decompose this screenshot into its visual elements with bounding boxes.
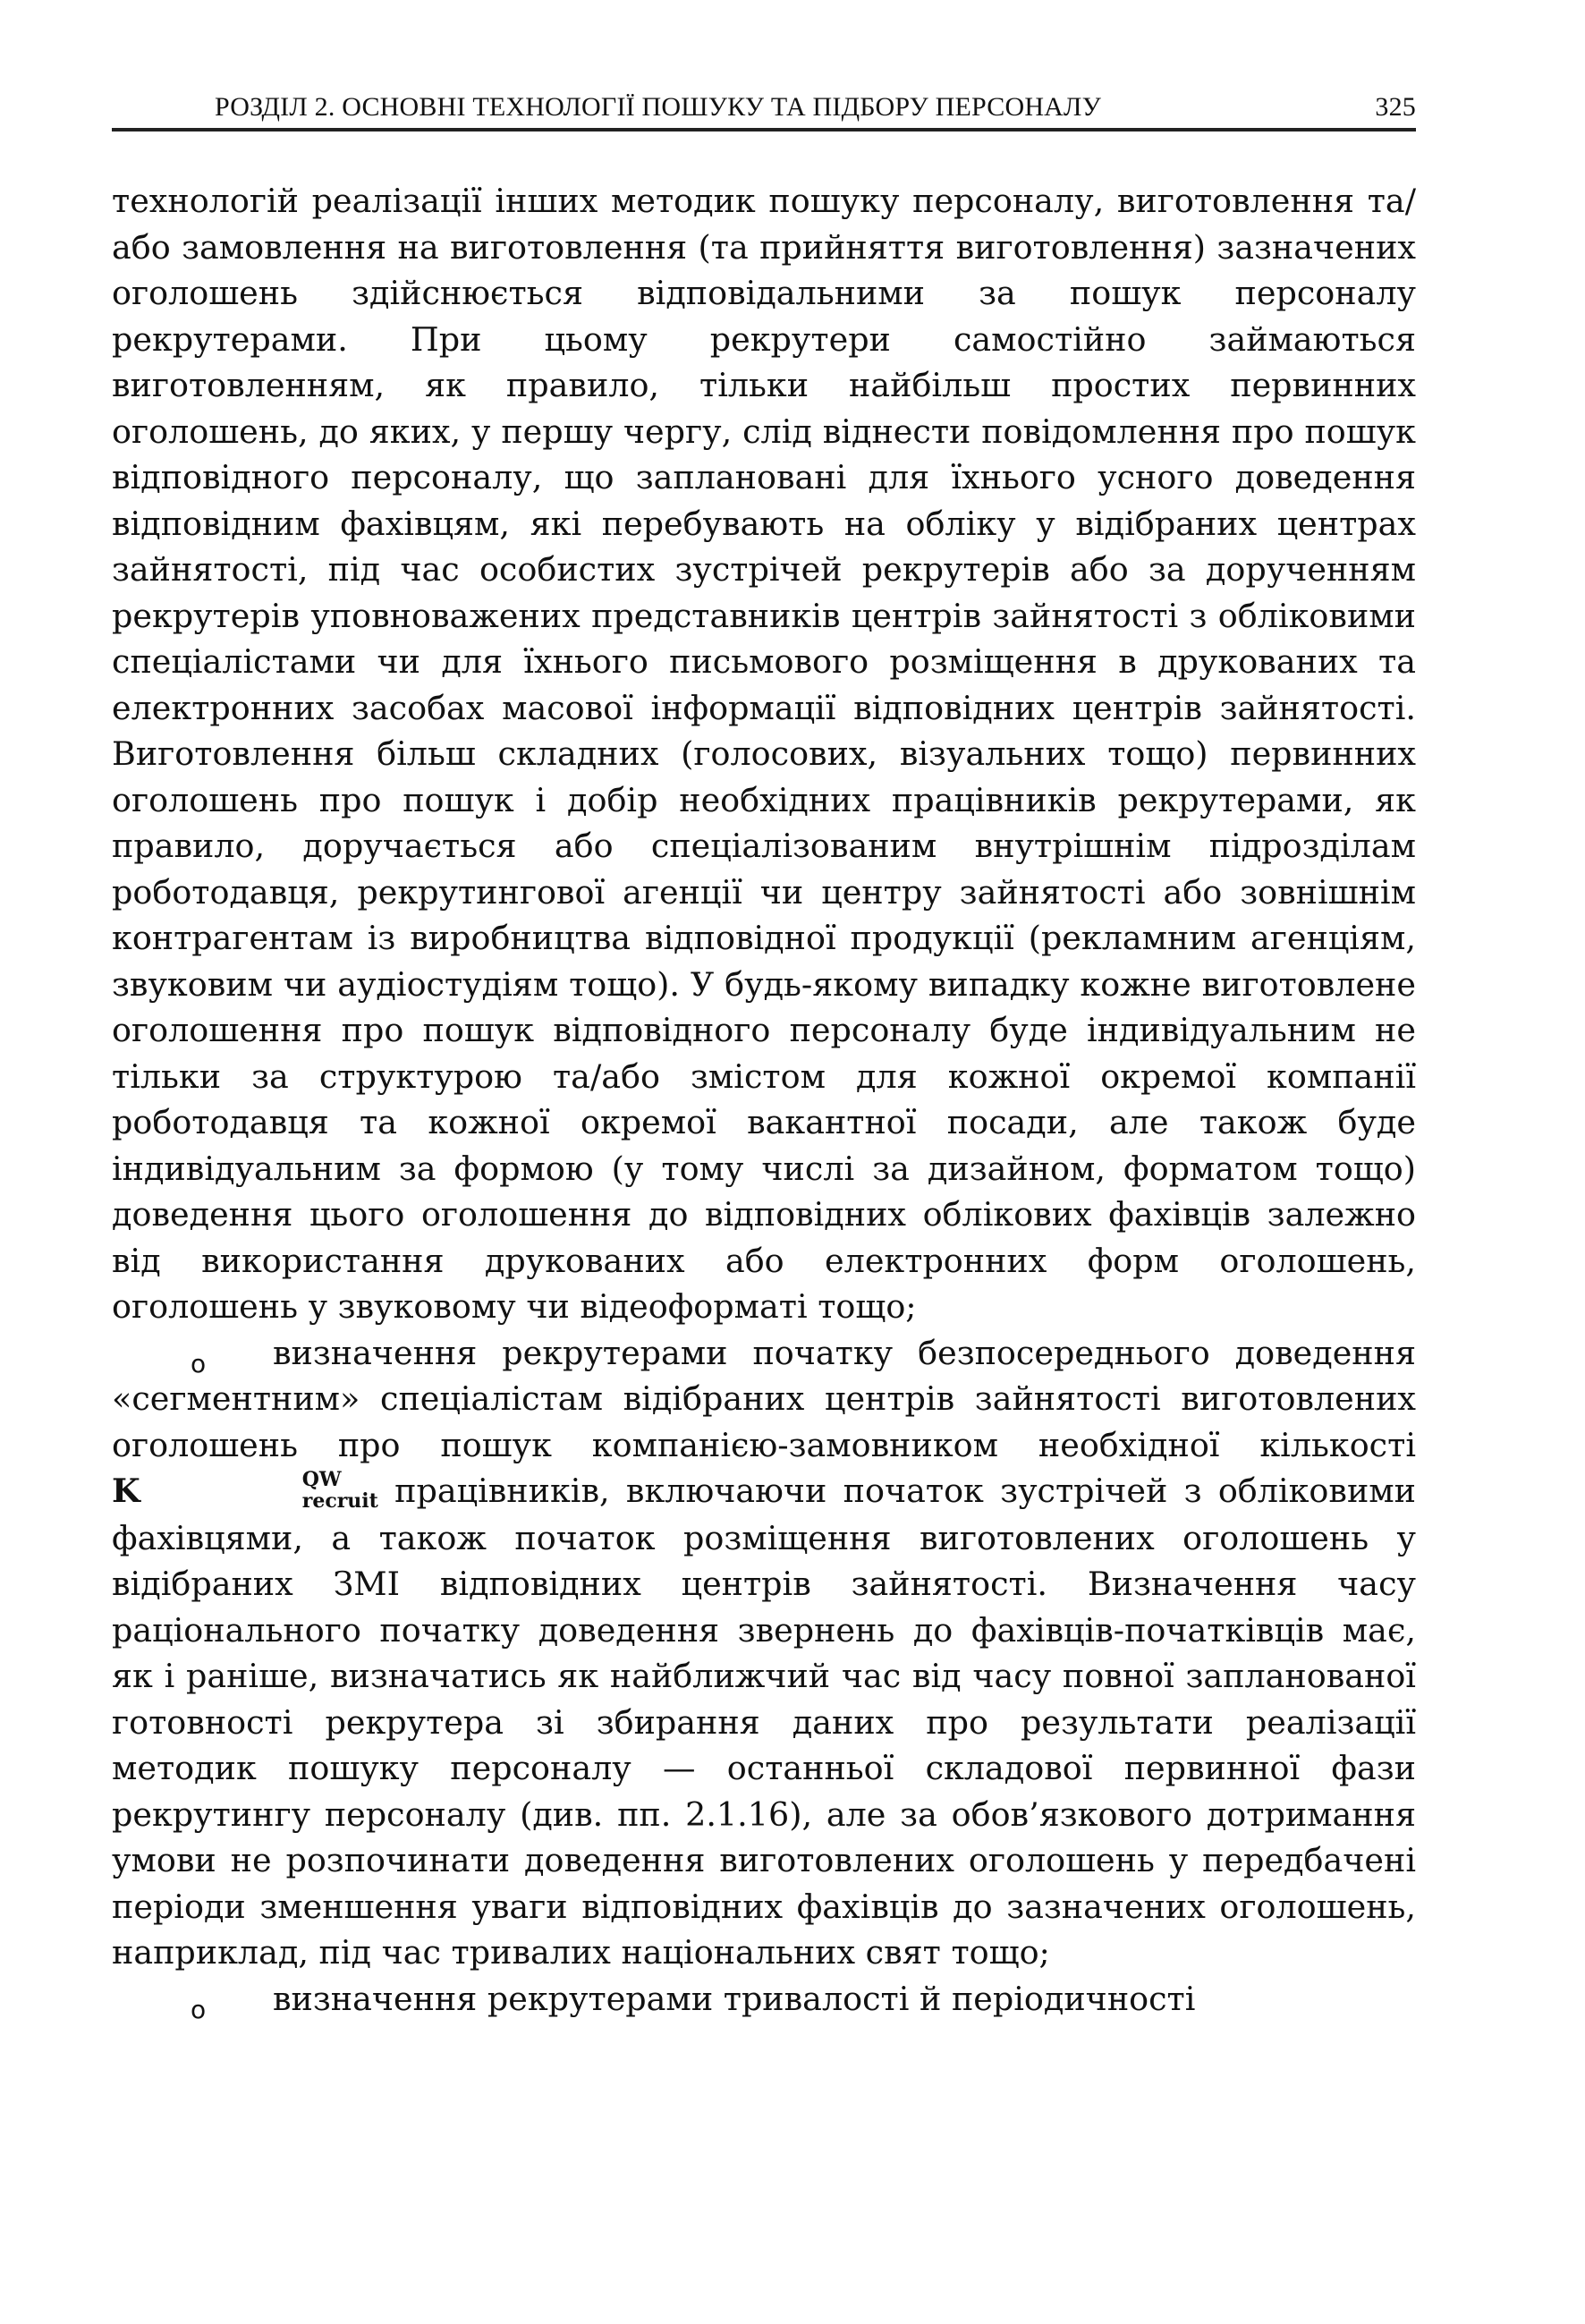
bullet-item bbox=[112, 1976, 1416, 2023]
paragraph: технологій реалізації інших методик пошуку персоналу, виготовлення та/або замовлення на виготовлення (та прийняття виготовлення) зазначених оголошень здійснюється відповідальними за пошук персоналу рекрутерами. При цьому рекрутери самостійно займаються виготовленням, як правило, тільки найбільш простих первинних оголошень, до яких, у першу чергу, слід віднести повідомлення про пошук відповідного персоналу, що заплановані для їхнього усного доведення відповідним фахівцям, які перебувають на обліку у відібраних центрах зайнятості, під час особистих зустрічей рекрутерів або за дорученням рекрутерів уповноважених представників центрів зайнятості з обліковими спеціалістами чи для їхнього письмового розміщення в друкованих та електронних засобах масової інформації відповідних центрів зайнятості. Виготовлення більш складних (голосових, візуальних тощо) первинних оголошень про пошук і добір необхідних працівників рекрутерами, як правило, доручається або спеціалізованим внутрішнім підрозділам роботодавця, рекрутингової агенції чи центру зайнятості або зовнішнім контрагентам із виробництва відповідної продукції (рекламним агенціям, звуковим чи аудіостудіям тощо). У будь-якому випадку кожне виготовлене оголошення про пошук відповідного персоналу буде індивідуальним не тільки за структурою та/або змістом для кожної окремої компанії роботодавця та кожної окремої вакантної посади, але також буде індивідуальним за формою (у тому числі за дизайном, форматом тощо) доведення цього оголошення до відповідних облікових фахівців залежно від використання друкованих або електронних форм оголошень, оголошень у звуковому чи відеоформаті тощо; bbox=[112, 182, 1416, 1326]
formula-k-qw-recruit bbox=[112, 1467, 378, 1513]
formula-subscript: recruit bbox=[301, 1489, 378, 1513]
running-header bbox=[112, 85, 1416, 131]
body-text bbox=[112, 178, 1416, 2022]
bullet-text: визначення рекрутерами початку безпосереднього доведення «сегментним» спеціалістам відібраних центрів зайнятості виготовлених оголошень про пошук компанією-замовником необхідної кількості bbox=[112, 1333, 1416, 1464]
page-number: 325 bbox=[1375, 92, 1416, 122]
formula-symbol: K bbox=[112, 1472, 140, 1510]
formula-superscript: QW bbox=[301, 1467, 342, 1491]
bullet-text-continued: працівників, включаючи початок зустрічей з обліковими фахівцями, а також початок розміщення виготовлених оголошень у відібраних ЗМІ відповідних центрів зайнятості. Визначення часу раціонального початку доведення звернень до фахівців-початківців має, як і раніше, визначатись як найближчий час від часу повної запланованої готовності рекрутера зі збирання даних про результати реалізації методик пошуку персоналу — останньої складової первинної фази рекрутингу персоналу (див. пп. 2.1.16), але за обов’язкового дотримання умови не розпочинати доведення виготовлених оголошень у передбачені періоди зменшення уваги відповідних фахівців до зазначених оголошень, наприклад, під час тривалих національних свят тощо; bbox=[112, 1472, 1417, 1972]
bullet-text: визначення рекрутерами тривалості й періодичності bbox=[273, 1979, 1196, 2018]
document-page bbox=[112, 85, 1416, 2286]
bullet-item bbox=[112, 1330, 1416, 1976]
chapter-title: РОЗДІЛ 2. ОСНОВНІ ТЕХНОЛОГІЇ ПОШУКУ ТА ПІДБОРУ ПЕРСОНАЛУ bbox=[215, 92, 1102, 122]
